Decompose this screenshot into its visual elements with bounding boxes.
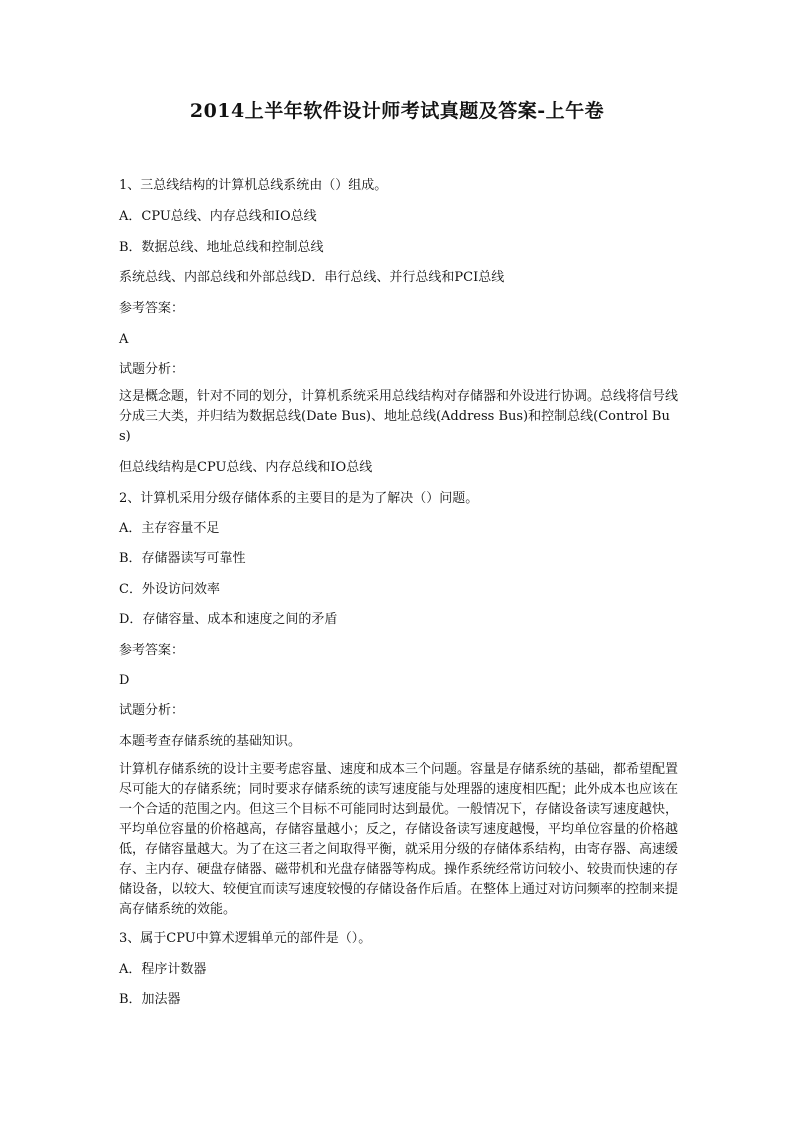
- q2-option-a: A．主存容量不足: [119, 521, 220, 536]
- q2-analysis-intro: 本题考查存储系统的基础知识。: [119, 734, 302, 749]
- q1-answer: A: [119, 332, 129, 347]
- q2-analysis-label: 试题分析：: [119, 703, 185, 718]
- q1-option-b: B．数据总线、地址总线和控制总线: [119, 240, 324, 255]
- q2-analysis-paragraph: 计算机存储系统的设计主要考虑容量、速度和成本三个问题。容量是存储系统的基础，都希望配置尽可能大的存储系统；同时要求存储系统的读写速度能与处理器的速度相匹配；此外成本也应该在一个合适的范围之内。但这三个目标不可能同时达到最优。一般情况下，存储设备读写速度越快，平均单位容量的价格越高，存储容量越小；反之，存储设备读写速度越慢，平均单位容量的价格越低，存储容量越大。为了在这三者之间取得平衡，就采用分级的存储体系结构，由寄存器、高速缓存、主内存、硬盘存储器、磁带机和光盘存储器等构成。操作系统经常访问较小、较贵而快速的存储设备，以较大、较便宜而读写速度较慢的存储设备作后盾。在整体上通过对访问频率的控制来提高存储系统的效能。: [119, 762, 679, 917]
- q1-option-a: A．CPU总线、内存总线和IO总线: [119, 209, 317, 224]
- q1-answer-label: 参考答案：: [119, 301, 185, 316]
- q1-analysis-label: 试题分析：: [119, 362, 185, 377]
- q2-option-c: C．外设访问效率: [119, 582, 220, 597]
- q2-option-b: B．存储器读写可靠性: [119, 551, 246, 566]
- q1-analysis-conclusion: 但总线结构是CPU总线、内存总线和IO总线: [119, 460, 373, 475]
- q2-answer-label: 参考答案：: [119, 643, 185, 658]
- q3-option-b: B．加法器: [119, 992, 181, 1007]
- q2-question: 2、计算机采用分级存储体系的主要目的是为了解决（）问题。: [119, 491, 479, 506]
- q1-analysis-paragraph: 这是概念题，针对不同的划分，计算机系统采用总线结构对存储器和外设进行协调。总线将信号线分成三大类，并归结为数据总线(Date Bus)、地址总线(Address Bus)和控制总线(Control Bus): [119, 389, 679, 444]
- q3-option-a: A．程序计数器: [119, 962, 207, 977]
- q3-question: 3、属于CPU中算术逻辑单元的部件是（）。: [119, 931, 372, 946]
- q2-answer: D: [119, 673, 130, 688]
- q2-option-d: D．存储容量、成本和速度之间的矛盾: [119, 612, 338, 627]
- q1-question: 1、三总线结构的计算机总线系统由（）组成。: [119, 178, 388, 193]
- page-title: 2014上半年软件设计师考试真题及答案-上午卷: [189, 100, 605, 122]
- q1-option-c-d: 系统总线、内部总线和外部总线D．串行总线、并行总线和PCI总线: [119, 270, 505, 285]
